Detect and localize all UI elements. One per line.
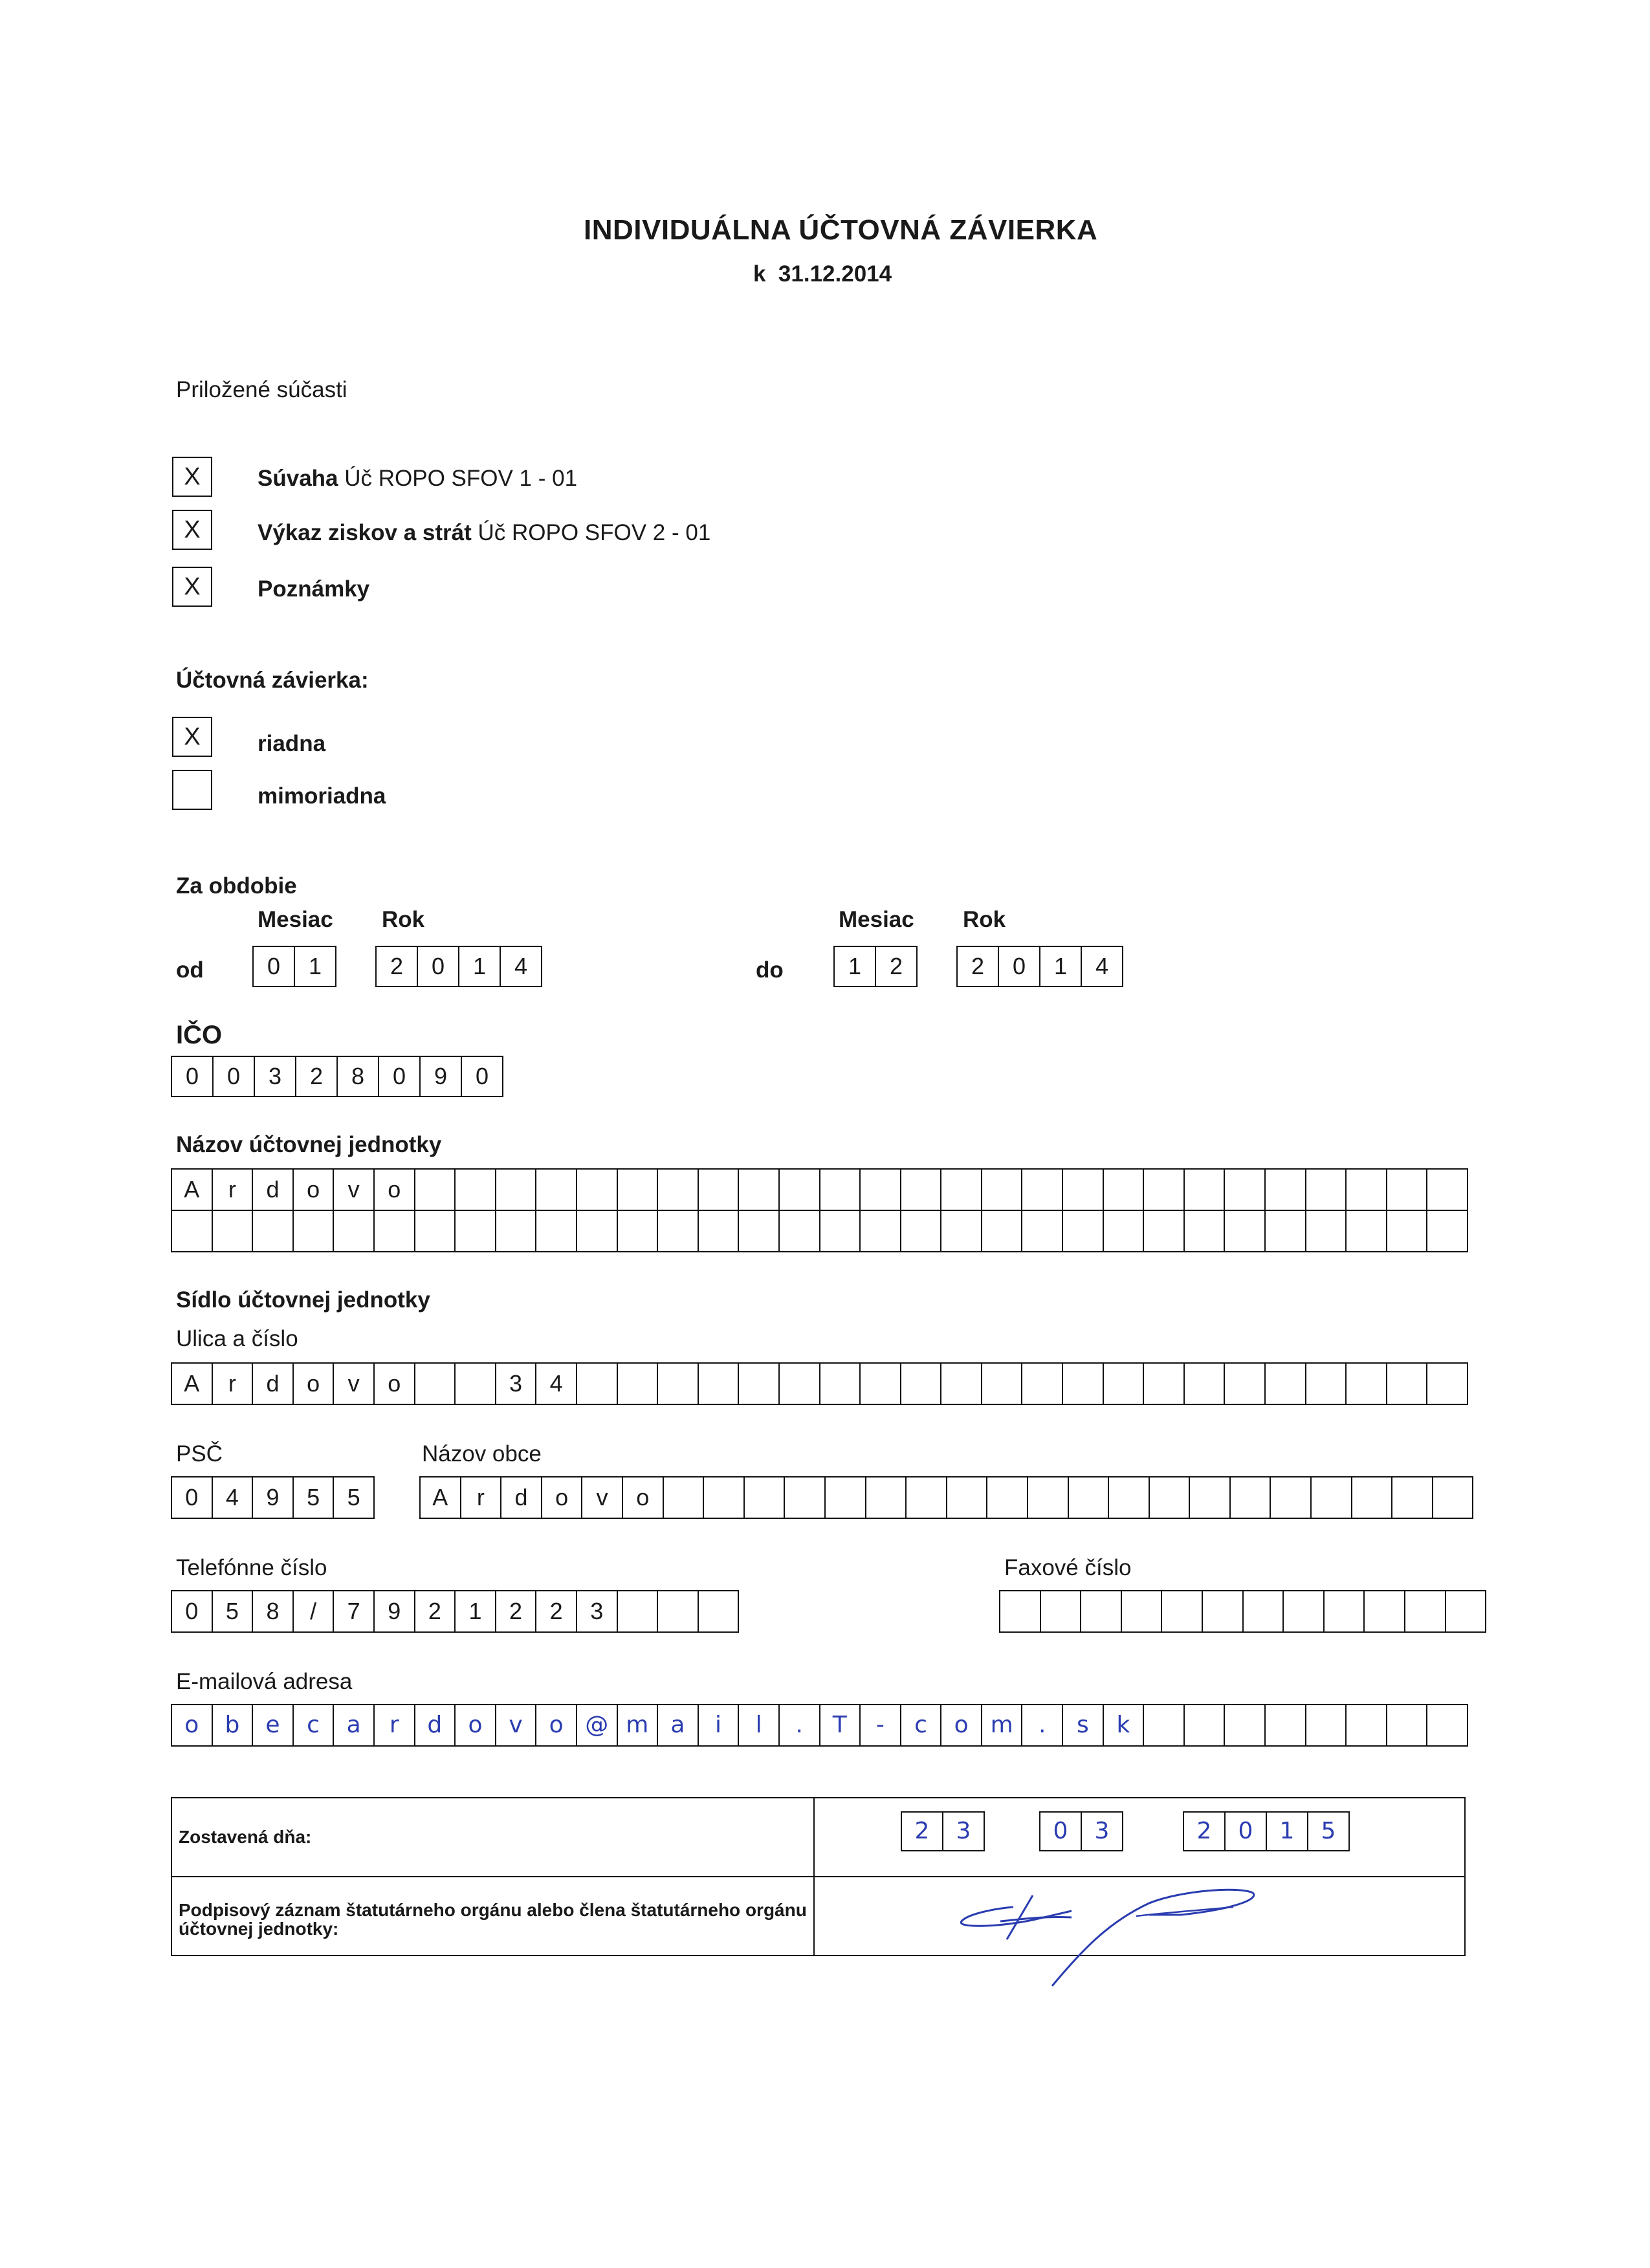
char-cell[interactable]: o: [536, 1704, 577, 1747]
char-cell[interactable]: @: [577, 1704, 618, 1747]
char-cell[interactable]: T: [820, 1704, 861, 1747]
char-cell[interactable]: 9: [253, 1476, 294, 1519]
char-cell[interactable]: 0: [254, 946, 295, 987]
char-cell[interactable]: o: [375, 1362, 415, 1405]
attachments-heading: Priložené súčasti: [176, 377, 347, 402]
char-cell[interactable]: m: [618, 1704, 659, 1747]
char-cell[interactable]: 9: [375, 1590, 415, 1633]
char-cell[interactable]: [1225, 1704, 1266, 1747]
ico-field[interactable]: [171, 1056, 503, 1097]
char-cell[interactable]: [658, 1168, 699, 1211]
char-cell[interactable]: 4: [501, 946, 542, 987]
char-cell[interactable]: [294, 1210, 335, 1252]
char-cell[interactable]: [1405, 1590, 1446, 1633]
char-cell[interactable]: [1185, 1704, 1226, 1747]
char-cell[interactable]: l: [739, 1704, 780, 1747]
char-cell[interactable]: 2: [876, 946, 918, 987]
char-cell[interactable]: [1325, 1590, 1365, 1633]
char-cell[interactable]: [1122, 1590, 1163, 1633]
char-cell[interactable]: d: [253, 1362, 294, 1405]
char-cell[interactable]: [1387, 1362, 1428, 1405]
char-cell[interactable]: [664, 1476, 705, 1519]
char-cell[interactable]: r: [375, 1704, 415, 1747]
char-cell[interactable]: 9: [421, 1056, 462, 1097]
char-cell[interactable]: o: [623, 1476, 664, 1519]
char-cell[interactable]: [901, 1168, 942, 1211]
name-field-row1[interactable]: [171, 1168, 1468, 1211]
char-cell[interactable]: o: [375, 1168, 415, 1211]
from-label: od: [176, 957, 204, 983]
statement-heading: Účtovná závierka:: [176, 668, 369, 693]
char-cell[interactable]: 0: [172, 1590, 213, 1633]
seat-heading: Sídlo účtovnej jednotky: [176, 1287, 430, 1313]
char-cell[interactable]: c: [294, 1704, 335, 1747]
town-field[interactable]: [419, 1476, 1473, 1519]
char-cell[interactable]: 4: [536, 1362, 577, 1405]
char-cell[interactable]: [1190, 1476, 1231, 1519]
char-cell[interactable]: 1: [1040, 946, 1082, 987]
char-cell[interactable]: [1185, 1168, 1226, 1211]
check-mark: X: [184, 463, 201, 490]
attachment-name: Poznámky: [258, 576, 370, 602]
char-cell[interactable]: [1022, 1168, 1063, 1211]
char-cell[interactable]: [213, 1210, 254, 1252]
char-cell[interactable]: [1144, 1168, 1185, 1211]
char-cell[interactable]: 2: [902, 1811, 943, 1851]
char-cell[interactable]: o: [294, 1168, 335, 1211]
char-cell[interactable]: [699, 1362, 740, 1405]
char-cell[interactable]: [739, 1210, 780, 1252]
char-cell[interactable]: [704, 1476, 745, 1519]
char-cell[interactable]: [1427, 1704, 1468, 1747]
signature-label-line1: Podpisový záznam štatutárneho orgánu alebo člena štatutárneho orgánu: [179, 1900, 807, 1920]
char-cell[interactable]: .: [1022, 1704, 1063, 1747]
char-cell[interactable]: [1063, 1210, 1104, 1252]
table-divider: [813, 1798, 815, 1955]
char-cell[interactable]: 0: [1040, 1811, 1082, 1851]
char-cell[interactable]: v: [496, 1704, 537, 1747]
char-cell[interactable]: [1231, 1476, 1271, 1519]
char-cell[interactable]: 5: [1308, 1811, 1350, 1851]
char-cell[interactable]: [536, 1168, 577, 1211]
to-label: do: [756, 957, 784, 983]
char-cell[interactable]: [1427, 1210, 1468, 1252]
char-cell[interactable]: [1284, 1590, 1325, 1633]
compiled-day-field[interactable]: [901, 1811, 985, 1851]
char-cell[interactable]: 2: [296, 1056, 338, 1097]
to-month-field[interactable]: [833, 946, 918, 987]
char-cell[interactable]: [861, 1362, 901, 1405]
char-cell[interactable]: [826, 1476, 866, 1519]
char-cell[interactable]: [780, 1362, 820, 1405]
compiled-year-field[interactable]: [1183, 1811, 1350, 1851]
char-cell[interactable]: [415, 1168, 456, 1211]
char-cell[interactable]: [987, 1476, 1028, 1519]
char-cell[interactable]: 3: [943, 1811, 985, 1851]
compiled-month-field[interactable]: [1039, 1811, 1123, 1851]
char-cell[interactable]: d: [415, 1704, 456, 1747]
char-cell[interactable]: [1162, 1590, 1203, 1633]
char-cell[interactable]: 3: [1082, 1811, 1123, 1851]
char-cell[interactable]: o: [542, 1476, 583, 1519]
char-cell[interactable]: r: [213, 1362, 254, 1405]
char-cell[interactable]: [1352, 1476, 1393, 1519]
char-cell[interactable]: [699, 1590, 740, 1633]
check-mark: X: [184, 572, 201, 600]
char-cell[interactable]: [1104, 1210, 1145, 1252]
char-cell[interactable]: [1387, 1168, 1428, 1211]
check-mark: X: [184, 516, 201, 543]
from-year-field[interactable]: [375, 946, 542, 987]
char-cell[interactable]: [658, 1362, 699, 1405]
statement-label-regular: riadna: [258, 731, 326, 756]
name-field-row2[interactable]: [171, 1210, 1468, 1252]
street-field[interactable]: [171, 1362, 1468, 1405]
char-cell[interactable]: [780, 1168, 820, 1211]
to-month-label: Mesiac: [839, 907, 914, 932]
char-cell[interactable]: 7: [334, 1590, 375, 1633]
statement-checkbox-extraordinary[interactable]: [172, 770, 212, 810]
char-cell[interactable]: [1185, 1210, 1226, 1252]
char-cell[interactable]: b: [213, 1704, 254, 1747]
signature-label: [179, 1901, 807, 1939]
char-cell[interactable]: [1069, 1476, 1110, 1519]
period-heading: Za obdobie: [176, 873, 297, 899]
char-cell[interactable]: [1271, 1476, 1312, 1519]
attachment-label-vykaz: [258, 521, 710, 544]
char-cell[interactable]: [820, 1210, 861, 1252]
char-cell[interactable]: [699, 1168, 740, 1211]
fax-field[interactable]: [999, 1590, 1486, 1633]
char-cell[interactable]: [1022, 1362, 1063, 1405]
char-cell[interactable]: v: [334, 1168, 375, 1211]
char-cell[interactable]: [901, 1362, 942, 1405]
char-cell[interactable]: [1266, 1168, 1306, 1211]
char-cell[interactable]: [1185, 1362, 1226, 1405]
char-cell[interactable]: m: [982, 1704, 1023, 1747]
attachment-label-suvaha: [258, 467, 577, 490]
char-cell[interactable]: [618, 1168, 659, 1211]
char-cell[interactable]: 1: [456, 1590, 496, 1633]
char-cell[interactable]: [1347, 1168, 1387, 1211]
char-cell[interactable]: [456, 1168, 496, 1211]
char-cell[interactable]: [941, 1210, 982, 1252]
psc-label: PSČ: [176, 1441, 223, 1467]
town-label: Názov obce: [422, 1441, 542, 1467]
char-cell[interactable]: [1150, 1476, 1191, 1519]
char-cell[interactable]: [907, 1476, 947, 1519]
char-cell[interactable]: [456, 1362, 496, 1405]
char-cell[interactable]: [1244, 1590, 1284, 1633]
signature-label-line2: účtovnej jednotky:: [179, 1919, 339, 1939]
char-cell[interactable]: e: [253, 1704, 294, 1747]
char-cell[interactable]: [1433, 1476, 1474, 1519]
handwritten-signature: [936, 1882, 1298, 1992]
char-cell[interactable]: 5: [294, 1476, 335, 1519]
char-cell[interactable]: a: [658, 1704, 699, 1747]
ico-label: IČO: [176, 1021, 223, 1049]
char-cell[interactable]: [1392, 1476, 1433, 1519]
char-cell[interactable]: [1144, 1704, 1185, 1747]
char-cell[interactable]: 1: [835, 946, 876, 987]
char-cell[interactable]: [1144, 1210, 1185, 1252]
to-year-label: Rok: [963, 907, 1006, 932]
attachment-code: Úč ROPO SFOV 1 - 01: [338, 466, 578, 491]
char-cell[interactable]: [1225, 1362, 1266, 1405]
char-cell[interactable]: [253, 1210, 294, 1252]
char-cell[interactable]: 2: [958, 946, 999, 987]
char-cell[interactable]: A: [421, 1476, 461, 1519]
from-month-field[interactable]: [252, 946, 336, 987]
char-cell[interactable]: [1266, 1704, 1306, 1747]
char-cell[interactable]: [1387, 1704, 1428, 1747]
name-label: Názov účtovnej jednotky: [176, 1132, 442, 1157]
char-cell[interactable]: [1347, 1704, 1387, 1747]
char-cell[interactable]: [861, 1210, 901, 1252]
char-cell[interactable]: 5: [334, 1476, 375, 1519]
char-cell[interactable]: d: [501, 1476, 542, 1519]
phone-field[interactable]: [171, 1590, 739, 1633]
char-cell[interactable]: o: [456, 1704, 496, 1747]
char-cell[interactable]: [820, 1168, 861, 1211]
char-cell[interactable]: o: [294, 1362, 335, 1405]
char-cell[interactable]: i: [699, 1704, 740, 1747]
char-cell[interactable]: [536, 1210, 577, 1252]
char-cell[interactable]: [456, 1210, 496, 1252]
char-cell[interactable]: [334, 1210, 375, 1252]
char-cell[interactable]: 1: [295, 946, 336, 987]
char-cell[interactable]: 4: [213, 1476, 254, 1519]
char-cell[interactable]: [1063, 1362, 1104, 1405]
char-cell[interactable]: [1266, 1210, 1306, 1252]
char-cell[interactable]: [785, 1476, 826, 1519]
char-cell[interactable]: 0: [999, 946, 1040, 987]
char-cell[interactable]: 3: [255, 1056, 296, 1097]
attachment-name: Výkaz ziskov a strát: [258, 520, 472, 545]
char-cell[interactable]: 8: [338, 1056, 379, 1097]
char-cell[interactable]: -: [861, 1704, 901, 1747]
from-year-label: Rok: [382, 907, 425, 932]
char-cell[interactable]: s: [1063, 1704, 1104, 1747]
char-cell[interactable]: [1225, 1168, 1266, 1211]
char-cell[interactable]: [1000, 1590, 1041, 1633]
psc-field[interactable]: [171, 1476, 375, 1519]
char-cell[interactable]: [941, 1168, 982, 1211]
char-cell[interactable]: 2: [536, 1590, 577, 1633]
char-cell[interactable]: [820, 1362, 861, 1405]
char-cell[interactable]: 2: [377, 946, 418, 987]
char-cell[interactable]: [577, 1168, 618, 1211]
char-cell[interactable]: v: [334, 1362, 375, 1405]
char-cell[interactable]: 0: [418, 946, 459, 987]
attachment-checkbox-vykaz[interactable]: [172, 510, 212, 550]
page-title: INDIVIDUÁLNA ÚČTOVNÁ ZÁVIERKA: [584, 214, 1098, 246]
attachment-name: Súvaha: [258, 466, 338, 491]
char-cell[interactable]: 3: [577, 1590, 618, 1633]
char-cell[interactable]: [577, 1362, 618, 1405]
char-cell[interactable]: [1203, 1590, 1244, 1633]
char-cell[interactable]: [982, 1168, 1023, 1211]
char-cell[interactable]: r: [461, 1476, 502, 1519]
char-cell[interactable]: r: [213, 1168, 254, 1211]
char-cell[interactable]: 0: [172, 1476, 213, 1519]
char-cell[interactable]: 8: [253, 1590, 294, 1633]
char-cell[interactable]: 1: [459, 946, 501, 987]
char-cell[interactable]: [1225, 1210, 1266, 1252]
char-cell[interactable]: [1306, 1168, 1347, 1211]
char-cell[interactable]: [1347, 1210, 1387, 1252]
char-cell[interactable]: A: [172, 1168, 213, 1211]
char-cell[interactable]: [901, 1210, 942, 1252]
char-cell[interactable]: 1: [1267, 1811, 1308, 1851]
char-cell[interactable]: [1144, 1362, 1185, 1405]
fax-label: Faxové číslo: [1004, 1555, 1132, 1580]
check-mark: X: [184, 723, 201, 750]
char-cell[interactable]: d: [253, 1168, 294, 1211]
attachment-checkbox-poznamky[interactable]: [172, 567, 212, 607]
char-cell[interactable]: [1347, 1362, 1387, 1405]
char-cell[interactable]: [1081, 1590, 1122, 1633]
char-cell[interactable]: 0: [214, 1056, 255, 1097]
char-cell[interactable]: [947, 1476, 988, 1519]
char-cell[interactable]: [1312, 1476, 1352, 1519]
char-cell[interactable]: [1306, 1210, 1347, 1252]
char-cell[interactable]: c: [901, 1704, 942, 1747]
signature-table: [171, 1797, 1466, 1956]
char-cell[interactable]: 2: [415, 1590, 456, 1633]
char-cell[interactable]: [941, 1362, 982, 1405]
char-cell[interactable]: [699, 1210, 740, 1252]
attachment-checkbox-suvaha[interactable]: [172, 457, 212, 497]
char-cell[interactable]: [1427, 1168, 1468, 1211]
char-cell[interactable]: [1063, 1168, 1104, 1211]
char-cell[interactable]: 3: [496, 1362, 537, 1405]
char-cell[interactable]: [1028, 1476, 1069, 1519]
char-cell[interactable]: 0: [462, 1056, 503, 1097]
char-cell[interactable]: [172, 1210, 213, 1252]
char-cell[interactable]: [1306, 1362, 1347, 1405]
char-cell[interactable]: [1387, 1210, 1428, 1252]
char-cell[interactable]: [982, 1210, 1023, 1252]
char-cell[interactable]: [1104, 1168, 1145, 1211]
char-cell[interactable]: /: [294, 1590, 335, 1633]
char-cell[interactable]: [658, 1210, 699, 1252]
char-cell[interactable]: [618, 1362, 659, 1405]
char-cell[interactable]: [658, 1590, 699, 1633]
char-cell[interactable]: [1104, 1362, 1145, 1405]
char-cell[interactable]: a: [334, 1704, 375, 1747]
char-cell[interactable]: [861, 1168, 901, 1211]
attachment-code: Úč ROPO SFOV 2 - 01: [471, 520, 711, 545]
char-cell[interactable]: .: [780, 1704, 820, 1747]
char-cell[interactable]: [618, 1590, 659, 1633]
compiled-date-label: Zostavená dňa:: [179, 1827, 312, 1847]
char-cell[interactable]: 0: [172, 1056, 214, 1097]
statement-checkbox-regular[interactable]: [172, 717, 212, 757]
statement-label-extraordinary: mimoriadna: [258, 783, 386, 809]
char-cell[interactable]: [780, 1210, 820, 1252]
char-cell[interactable]: [1446, 1590, 1487, 1633]
char-cell[interactable]: [415, 1362, 456, 1405]
char-cell[interactable]: o: [941, 1704, 982, 1747]
char-cell[interactable]: k: [1104, 1704, 1145, 1747]
email-field[interactable]: [171, 1704, 1468, 1747]
char-cell[interactable]: [1365, 1590, 1405, 1633]
table-divider: [172, 1876, 1464, 1877]
char-cell[interactable]: [577, 1210, 618, 1252]
char-cell[interactable]: [1109, 1476, 1150, 1519]
report-date: k 31.12.2014: [753, 261, 892, 287]
char-cell[interactable]: [1306, 1704, 1347, 1747]
char-cell[interactable]: 0: [1226, 1811, 1267, 1851]
char-cell[interactable]: o: [172, 1704, 213, 1747]
char-cell[interactable]: v: [582, 1476, 623, 1519]
char-cell[interactable]: [496, 1168, 537, 1211]
char-cell[interactable]: [375, 1210, 415, 1252]
char-cell[interactable]: 4: [1082, 946, 1123, 987]
char-cell[interactable]: A: [172, 1362, 213, 1405]
char-cell[interactable]: [739, 1362, 780, 1405]
char-cell[interactable]: [1427, 1362, 1468, 1405]
char-cell[interactable]: [1041, 1590, 1082, 1633]
char-cell[interactable]: [866, 1476, 907, 1519]
attachment-label-poznamky: [258, 578, 369, 600]
char-cell[interactable]: [415, 1210, 456, 1252]
char-cell[interactable]: 2: [1184, 1811, 1226, 1851]
street-label: Ulica a číslo: [176, 1326, 298, 1351]
char-cell[interactable]: [739, 1168, 780, 1211]
char-cell[interactable]: [1266, 1362, 1306, 1405]
email-label: E-mailová adresa: [176, 1669, 353, 1694]
char-cell[interactable]: 2: [496, 1590, 537, 1633]
char-cell[interactable]: [982, 1362, 1023, 1405]
char-cell[interactable]: 5: [213, 1590, 254, 1633]
phone-label: Telefónne číslo: [176, 1555, 327, 1580]
char-cell[interactable]: [496, 1210, 537, 1252]
to-year-field[interactable]: [956, 946, 1123, 987]
from-month-label: Mesiac: [258, 907, 333, 932]
char-cell[interactable]: [618, 1210, 659, 1252]
char-cell[interactable]: [1022, 1210, 1063, 1252]
char-cell[interactable]: 0: [379, 1056, 421, 1097]
char-cell[interactable]: [745, 1476, 786, 1519]
